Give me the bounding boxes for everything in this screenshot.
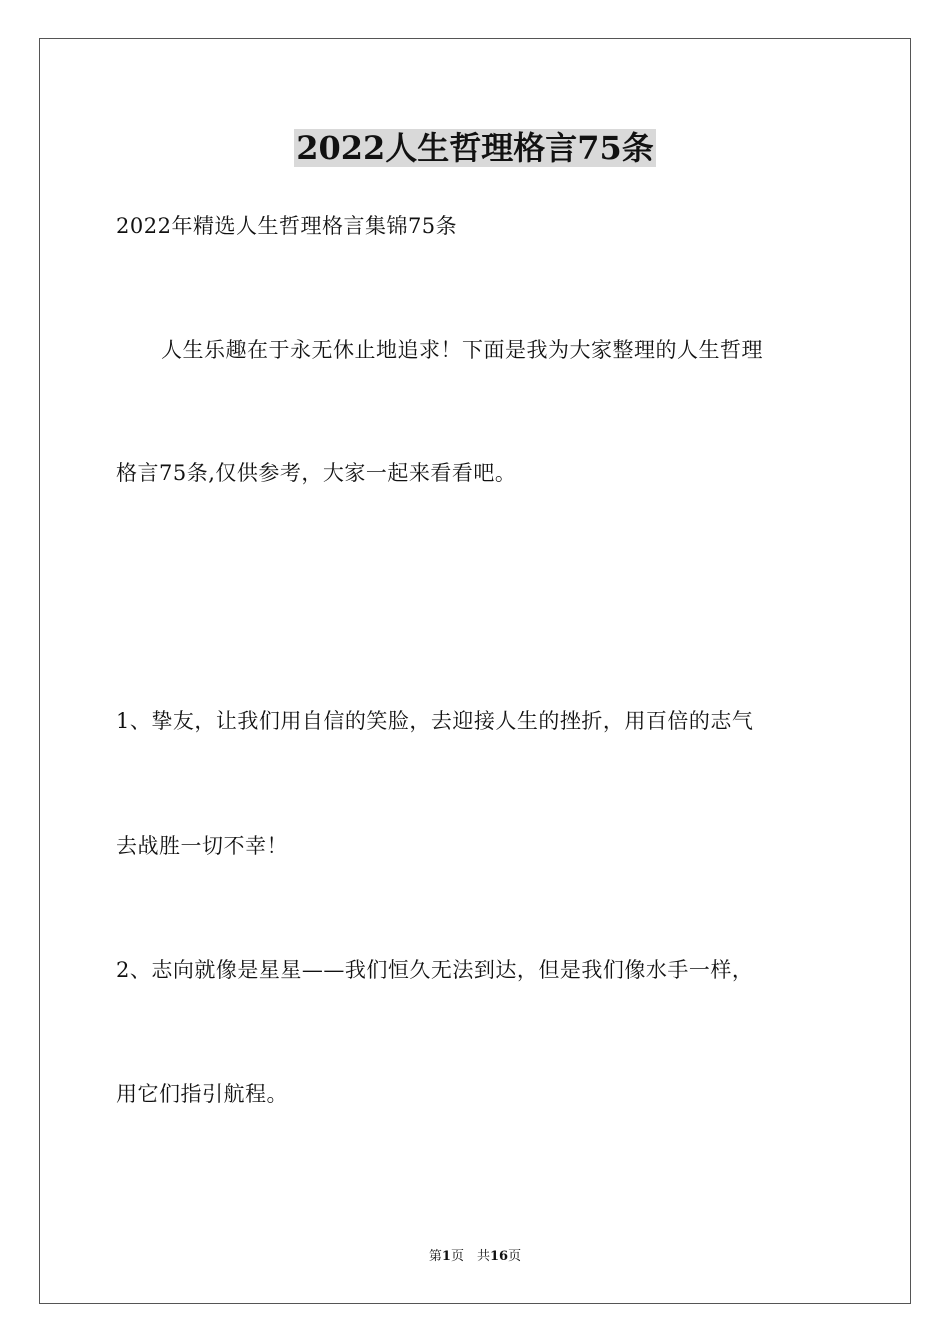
item-1-line-2: 去战胜一切不幸！: [116, 834, 288, 858]
item-1-line-1: 1、挚友，让我们用自信的笑脸，去迎接人生的挫折，用百倍的志气: [116, 709, 754, 733]
current-page-number: 1: [441, 1249, 451, 1264]
document-subtitle: 2022年精选人生哲理格言集锦75条: [116, 214, 458, 238]
page-footer: [0, 1248, 950, 1266]
document-title: [0, 128, 950, 168]
footer-middle: 页 共: [450, 1249, 490, 1264]
footer-suffix: 页: [508, 1249, 522, 1264]
footer-prefix: 第: [428, 1249, 442, 1264]
intro-paragraph-line-1: 人生乐趣在于永无休止地追求！下面是我为大家整理的人生哲理: [161, 338, 763, 362]
document-title-text: 2022人生哲理格言75条: [296, 129, 654, 167]
total-pages-number: 16: [489, 1249, 509, 1264]
intro-paragraph-line-2: 格言75条,仅供参考，大家一起来看看吧。: [116, 461, 517, 485]
item-2-line-2: 用它们指引航程。: [116, 1082, 288, 1106]
item-2-line-1: 2、志向就像是星星——我们恒久无法到达，但是我们像水手一样，: [116, 958, 754, 982]
